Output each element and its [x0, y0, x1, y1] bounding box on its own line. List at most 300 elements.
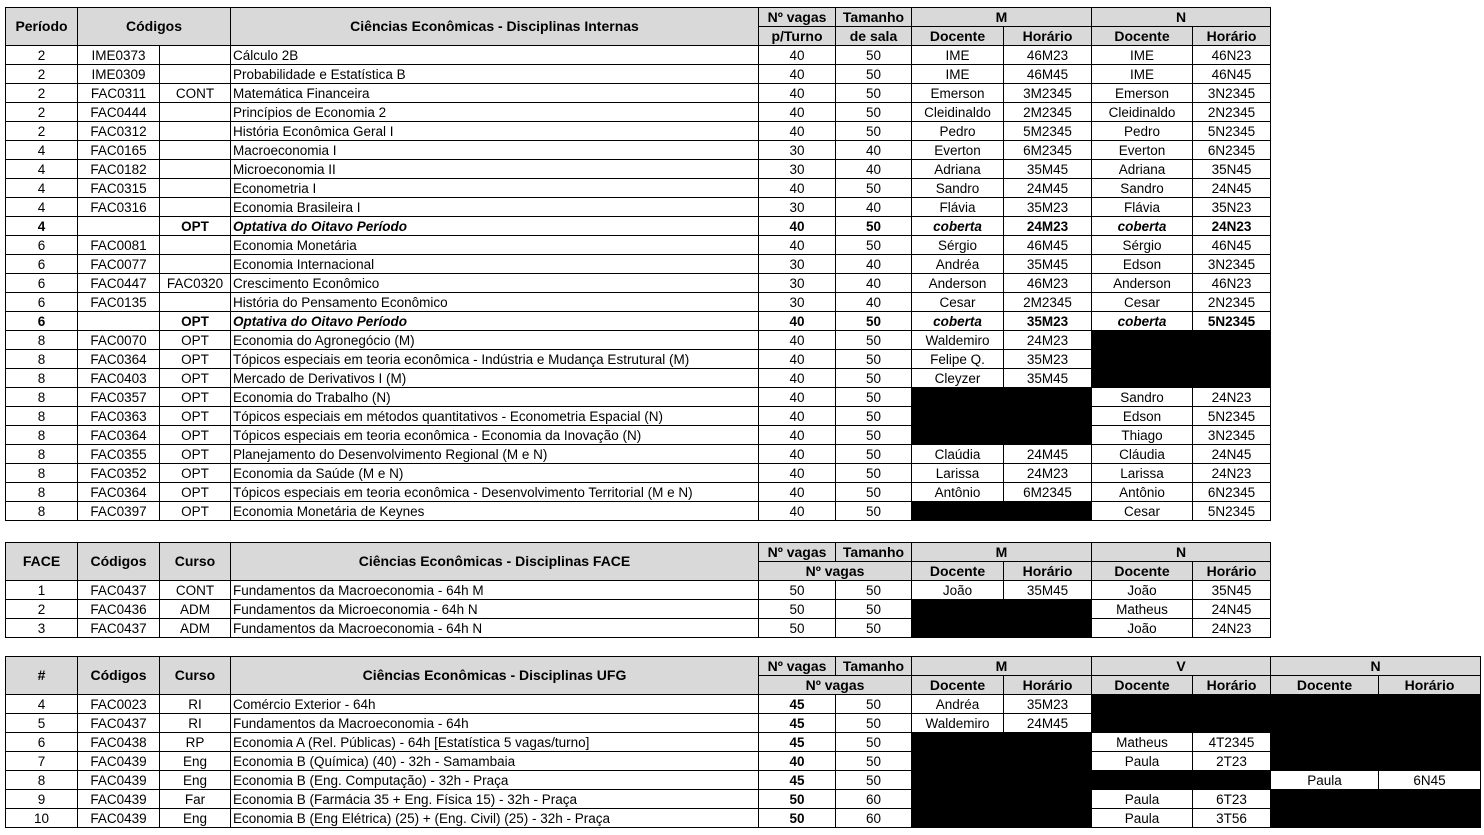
- header-turno-v: V: [1092, 657, 1271, 676]
- docente-n-cell: Edson: [1092, 255, 1193, 274]
- codigo-cell: FAC0438: [78, 733, 160, 752]
- vagas-cell: 45: [759, 695, 836, 714]
- periodo-cell: 6: [6, 255, 78, 274]
- codigo-cell: FAC0081: [78, 236, 160, 255]
- table-row: [6, 464, 1271, 483]
- header-docente-n: Docente: [1092, 27, 1193, 46]
- horario-m-cell: 35M45: [1004, 369, 1092, 388]
- horario-m-cell: 35M23: [1004, 695, 1092, 714]
- vagas-cell: 40: [759, 122, 836, 141]
- codigo-alt-cell: OPT: [160, 388, 231, 407]
- header-turno-m: M: [912, 543, 1092, 562]
- docente-n-cell: Edson: [1092, 407, 1193, 426]
- horario-m-cell: 35M45: [1004, 255, 1092, 274]
- blocked-cell-v: [1092, 695, 1271, 714]
- docente-m-cell: Anderson: [912, 274, 1004, 293]
- disciplina-name: Economia B (Eng Elétrica) (25) + (Eng. Civil) (25) - 32h - Praça: [231, 809, 759, 828]
- table-row: [6, 600, 1271, 619]
- header-periodo: Período: [6, 8, 78, 46]
- docente-n-cell: Cleidinaldo: [1092, 103, 1193, 122]
- periodo-cell: 8: [6, 502, 78, 521]
- tamanho-cell: 50: [836, 600, 912, 619]
- docente-m-cell: Larissa: [912, 464, 1004, 483]
- header-face: FACE: [6, 543, 78, 581]
- disciplina-name: Economia A (Rel. Públicas) - 64h [Estatística 5 vagas/turno]: [231, 733, 759, 752]
- vagas-cell: 30: [759, 160, 836, 179]
- table-row: [6, 369, 1271, 388]
- blocked-cell-m: [912, 407, 1092, 426]
- header-vagas: Nº vagas: [759, 543, 836, 562]
- disciplina-name: Econometria I: [231, 179, 759, 198]
- curso-cell: CONT: [160, 581, 231, 600]
- periodo-cell: 8: [6, 464, 78, 483]
- docente-v-cell: Paula: [1092, 752, 1193, 771]
- disciplinas-face-table: [5, 542, 1271, 638]
- horario-n-cell: 35N23: [1193, 198, 1271, 217]
- blocked-cell-m: [912, 502, 1092, 521]
- curso-cell: Far: [160, 790, 231, 809]
- docente-n-cell: Larissa: [1092, 464, 1193, 483]
- codigo-cell: FAC0352: [78, 464, 160, 483]
- tamanho-cell: 50: [836, 426, 912, 445]
- table-title: Ciências Econômicas - Disciplinas Internas: [231, 8, 759, 46]
- header-curso: Curso: [160, 657, 231, 695]
- periodo-cell: 2: [6, 46, 78, 65]
- horario-m-cell: 24M23: [1004, 217, 1092, 236]
- codigo-alt-cell: OPT: [160, 464, 231, 483]
- tamanho-cell: 50: [836, 103, 912, 122]
- blocked-cell-m: [912, 790, 1092, 809]
- periodo-cell: 6: [6, 293, 78, 312]
- vagas-cell: 40: [759, 312, 836, 331]
- codigo-cell: FAC0437: [78, 714, 160, 733]
- header-docente-m: Docente: [912, 676, 1004, 695]
- horario-m-cell: 24M45: [1004, 445, 1092, 464]
- horario-n-cell: 5N2345: [1193, 502, 1271, 521]
- curso-cell: Eng: [160, 809, 231, 828]
- blocked-cell-n: [1271, 752, 1481, 771]
- vagas-cell: 40: [759, 407, 836, 426]
- vagas-cell: 40: [759, 217, 836, 236]
- vagas-cell: 40: [759, 426, 836, 445]
- codigo-cell: FAC0437: [78, 619, 160, 638]
- horario-v-cell: 4T2345: [1193, 733, 1271, 752]
- vagas-cell: 30: [759, 255, 836, 274]
- header-horario-m: Horário: [1004, 27, 1092, 46]
- curso-cell: Eng: [160, 771, 231, 790]
- horario-v-cell: 3T56: [1193, 809, 1271, 828]
- codigo-cell: FAC0077: [78, 255, 160, 274]
- tamanho-cell: 50: [836, 350, 912, 369]
- docente-n-cell: Antônio: [1092, 483, 1193, 502]
- table-row: [6, 695, 1481, 714]
- disciplina-name: Fundamentos da Microeconomia - 64h N: [231, 600, 759, 619]
- periodo-cell: 8: [6, 445, 78, 464]
- horario-m-cell: 3M2345: [1004, 84, 1092, 103]
- disciplina-name: História Econômica Geral I: [231, 122, 759, 141]
- codigo-alt-cell: [160, 179, 231, 198]
- header-num: #: [6, 657, 78, 695]
- blocked-cell-n: [1092, 331, 1271, 350]
- blocked-cell-m: [912, 771, 1092, 790]
- table-row: [6, 84, 1271, 103]
- codigo-alt-cell: [160, 255, 231, 274]
- docente-m-cell: Antônio: [912, 483, 1004, 502]
- disciplina-name: Economia B (Química) (40) - 32h - Samambaia: [231, 752, 759, 771]
- face-cell: 1: [6, 581, 78, 600]
- disciplina-name: Economia Monetária de Keynes: [231, 502, 759, 521]
- table-row: [6, 619, 1271, 638]
- disciplina-name: Mercado de Derivativos I (M): [231, 369, 759, 388]
- vagas-cell: 50: [759, 581, 836, 600]
- docente-m-cell: Adriana: [912, 160, 1004, 179]
- docente-n-cell: Adriana: [1092, 160, 1193, 179]
- periodo-cell: 6: [6, 274, 78, 293]
- tamanho-cell: 50: [836, 312, 912, 331]
- vagas-cell: 50: [759, 600, 836, 619]
- tamanho-cell: 60: [836, 809, 912, 828]
- docente-n-cell: Matheus: [1092, 600, 1193, 619]
- docente-m-cell: Pedro: [912, 122, 1004, 141]
- header-turno-m: M: [912, 8, 1092, 27]
- header-horario-n: Horário: [1379, 676, 1481, 695]
- codigo-alt-cell: [160, 141, 231, 160]
- disciplinas-internas-table: [5, 7, 1271, 521]
- disciplinas-ufg-table: [5, 656, 1481, 828]
- codigo-cell: FAC0439: [78, 752, 160, 771]
- disciplina-name: Probabilidade e Estatística B: [231, 65, 759, 84]
- docente-m-cell: coberta: [912, 312, 1004, 331]
- header-turno-n: N: [1271, 657, 1481, 676]
- header-docente-m: Docente: [912, 27, 1004, 46]
- horario-n-cell: 5N2345: [1193, 122, 1271, 141]
- codigo-cell: FAC0437: [78, 581, 160, 600]
- table-row: [6, 312, 1271, 331]
- docente-m-cell: Waldemiro: [912, 331, 1004, 350]
- blocked-cell-m: [912, 388, 1092, 407]
- disciplina-name: Fundamentos da Macroeconomia - 64h M: [231, 581, 759, 600]
- blocked-cell-n: [1092, 350, 1271, 369]
- periodo-cell: 6: [6, 312, 78, 331]
- horario-n-cell: 24N23: [1193, 464, 1271, 483]
- docente-n-cell: Sandro: [1092, 388, 1193, 407]
- codigo-alt-cell: OPT: [160, 426, 231, 445]
- curso-cell: ADM: [160, 600, 231, 619]
- codigo-cell: FAC0436: [78, 600, 160, 619]
- vagas-cell: 40: [759, 483, 836, 502]
- docente-m-cell: Emerson: [912, 84, 1004, 103]
- vagas-cell: 40: [759, 502, 836, 521]
- vagas-cell: 30: [759, 198, 836, 217]
- docente-v-cell: Paula: [1092, 809, 1193, 828]
- blocked-cell-m: [912, 752, 1092, 771]
- docente-m-cell: Flávia: [912, 198, 1004, 217]
- docente-n-cell: Paula: [1271, 771, 1379, 790]
- tamanho-cell: 40: [836, 293, 912, 312]
- docente-m-cell: IME: [912, 46, 1004, 65]
- horario-m-cell: 24M45: [1004, 179, 1092, 198]
- blocked-cell-n: [1271, 714, 1481, 733]
- horario-m-cell: 2M2345: [1004, 103, 1092, 122]
- horario-n-cell: 24N23: [1193, 388, 1271, 407]
- codigo-cell: FAC0165: [78, 141, 160, 160]
- periodo-cell: 8: [6, 369, 78, 388]
- disciplina-name: Economia do Agronegócio (M): [231, 331, 759, 350]
- horario-n-cell: 2N2345: [1193, 293, 1271, 312]
- vagas-cell: 40: [759, 84, 836, 103]
- codigo-alt-cell: [160, 65, 231, 84]
- codigo-alt-cell: OPT: [160, 369, 231, 388]
- horario-m-cell: 35M23: [1004, 312, 1092, 331]
- disciplina-name: Economia Internacional: [231, 255, 759, 274]
- table-row: [6, 581, 1271, 600]
- docente-v-cell: Matheus: [1092, 733, 1193, 752]
- header-tamanho: Tamanho: [836, 8, 912, 27]
- horario-m-cell: 46M23: [1004, 274, 1092, 293]
- periodo-cell: 8: [6, 331, 78, 350]
- disciplina-name: Economia do Trabalho (N): [231, 388, 759, 407]
- disciplina-name: Tópicos especiais em métodos quantitativos - Econometria Espacial (N): [231, 407, 759, 426]
- horario-m-cell: 46M23: [1004, 46, 1092, 65]
- codigo-cell: FAC0364: [78, 350, 160, 369]
- vagas-cell: 45: [759, 733, 836, 752]
- vagas-cell: 30: [759, 293, 836, 312]
- horario-n-cell: 46N23: [1193, 274, 1271, 293]
- vagas-cell: 30: [759, 274, 836, 293]
- table-row: [6, 274, 1271, 293]
- codigo-cell: FAC0182: [78, 160, 160, 179]
- tamanho-cell: 60: [836, 790, 912, 809]
- disciplina-name: Comércio Exterior - 64h: [231, 695, 759, 714]
- tamanho-cell: 50: [836, 714, 912, 733]
- docente-m-cell: Cesar: [912, 293, 1004, 312]
- codigo-cell: [78, 312, 160, 331]
- horario-n-cell: 46N45: [1193, 236, 1271, 255]
- docente-n-cell: Cesar: [1092, 293, 1193, 312]
- periodo-cell: 8: [6, 388, 78, 407]
- curso-cell: RI: [160, 695, 231, 714]
- horario-m-cell: 35M23: [1004, 350, 1092, 369]
- table-row: [6, 103, 1271, 122]
- docente-n-cell: Everton: [1092, 141, 1193, 160]
- table-row: [6, 217, 1271, 236]
- codigo-cell: FAC0312: [78, 122, 160, 141]
- tamanho-cell: 50: [836, 771, 912, 790]
- table-row: [6, 331, 1271, 350]
- horario-m-cell: 6M2345: [1004, 483, 1092, 502]
- periodo-cell: 4: [6, 217, 78, 236]
- codigo-cell: FAC0316: [78, 198, 160, 217]
- disciplina-name: História do Pensamento Econômico: [231, 293, 759, 312]
- periodo-cell: 4: [6, 141, 78, 160]
- tamanho-cell: 50: [836, 464, 912, 483]
- vagas-cell: 45: [759, 771, 836, 790]
- tamanho-cell: 50: [836, 179, 912, 198]
- horario-m-cell: 6M2345: [1004, 141, 1092, 160]
- header-vagas-2: Nº vagas: [759, 676, 912, 695]
- blocked-cell-v: [1092, 771, 1271, 790]
- table-row: [6, 141, 1271, 160]
- docente-n-cell: IME: [1092, 65, 1193, 84]
- table-row: [6, 160, 1271, 179]
- blocked-cell-m: [912, 619, 1092, 638]
- periodo-cell: 2: [6, 65, 78, 84]
- vagas-cell: 40: [759, 103, 836, 122]
- horario-m-cell: 46M45: [1004, 236, 1092, 255]
- header-tamanho: Tamanho: [836, 543, 912, 562]
- codigo-alt-cell: [160, 46, 231, 65]
- periodo-cell: 8: [6, 426, 78, 445]
- table-row: [6, 445, 1271, 464]
- tamanho-cell: 50: [836, 46, 912, 65]
- docente-n-cell: João: [1092, 581, 1193, 600]
- header-codigos: Códigos: [78, 657, 160, 695]
- table-row: [6, 502, 1271, 521]
- vagas-cell: 40: [759, 445, 836, 464]
- disciplinas-ufg-rows: [6, 695, 1481, 828]
- disciplina-name: Economia B (Farmácia 35 + Eng. Física 15) - 32h - Praça: [231, 790, 759, 809]
- disciplina-name: Fundamentos da Macroeconomia - 64h: [231, 714, 759, 733]
- horario-n-cell: 6N45: [1379, 771, 1481, 790]
- tamanho-cell: 40: [836, 198, 912, 217]
- docente-m-cell: Sérgio: [912, 236, 1004, 255]
- num-cell: 10: [6, 809, 78, 828]
- horario-n-cell: 5N2345: [1193, 312, 1271, 331]
- face-cell: 3: [6, 619, 78, 638]
- disciplina-name: Planejamento do Desenvolvimento Regional (M e N): [231, 445, 759, 464]
- table-row: [6, 809, 1481, 828]
- disciplina-name: Princípios de Economia 2: [231, 103, 759, 122]
- docente-m-cell: Felipe Q.: [912, 350, 1004, 369]
- codigo-cell: FAC0439: [78, 790, 160, 809]
- vagas-cell: 40: [759, 388, 836, 407]
- tamanho-cell: 50: [836, 388, 912, 407]
- tamanho-cell: 50: [836, 581, 912, 600]
- docente-n-cell: Anderson: [1092, 274, 1193, 293]
- vagas-cell: 40: [759, 350, 836, 369]
- codigo-cell: IME0309: [78, 65, 160, 84]
- periodo-cell: 8: [6, 350, 78, 369]
- table-row: [6, 122, 1271, 141]
- header-vagas: Nº vagas: [759, 8, 836, 27]
- table-row: [6, 407, 1271, 426]
- vagas-cell: 50: [759, 790, 836, 809]
- horario-n-cell: 3N2345: [1193, 426, 1271, 445]
- curso-cell: ADM: [160, 619, 231, 638]
- codigo-alt-cell: [160, 293, 231, 312]
- disciplina-name: Tópicos especiais em teoria econômica - Desenvolvimento Territorial (M e N): [231, 483, 759, 502]
- horario-n-cell: 24N45: [1193, 445, 1271, 464]
- table-row: [6, 426, 1271, 445]
- table-row: [6, 179, 1271, 198]
- table-row: [6, 255, 1271, 274]
- codigo-alt-cell: FAC0320: [160, 274, 231, 293]
- disciplina-name: Tópicos especiais em teoria econômica - Indústria e Mudança Estrutural (M): [231, 350, 759, 369]
- docente-m-cell: Waldemiro: [912, 714, 1004, 733]
- docente-n-cell: Emerson: [1092, 84, 1193, 103]
- docente-m-cell: Sandro: [912, 179, 1004, 198]
- codigo-alt-cell: OPT: [160, 407, 231, 426]
- docente-m-cell: João: [912, 581, 1004, 600]
- disciplina-name: Economia B (Eng. Computação) - 32h - Praça: [231, 771, 759, 790]
- vagas-cell: 50: [759, 809, 836, 828]
- docente-v-cell: Paula: [1092, 790, 1193, 809]
- codigo-alt-cell: OPT: [160, 217, 231, 236]
- docente-m-cell: Andréa: [912, 695, 1004, 714]
- horario-m-cell: 24M23: [1004, 331, 1092, 350]
- vagas-cell: 50: [759, 619, 836, 638]
- vagas-cell: 40: [759, 179, 836, 198]
- horario-n-cell: 6N2345: [1193, 483, 1271, 502]
- periodo-cell: 6: [6, 236, 78, 255]
- docente-m-cell: Cleidinaldo: [912, 103, 1004, 122]
- horario-n-cell: 46N23: [1193, 46, 1271, 65]
- horario-m-cell: 24M23: [1004, 464, 1092, 483]
- vagas-cell: 40: [759, 236, 836, 255]
- disciplina-name: Optativa do Oitavo Período: [231, 312, 759, 331]
- blocked-cell-m: [912, 733, 1092, 752]
- num-cell: 6: [6, 733, 78, 752]
- periodo-cell: 8: [6, 483, 78, 502]
- tamanho-cell: 40: [836, 274, 912, 293]
- table-row: [6, 388, 1271, 407]
- docente-m-cell: coberta: [912, 217, 1004, 236]
- curso-cell: RI: [160, 714, 231, 733]
- horario-n-cell: 24N45: [1193, 600, 1271, 619]
- codigo-cell: FAC0447: [78, 274, 160, 293]
- header-horario-m: Horário: [1004, 676, 1092, 695]
- codigo-cell: FAC0397: [78, 502, 160, 521]
- docente-n-cell: Flávia: [1092, 198, 1193, 217]
- docente-n-cell: coberta: [1092, 312, 1193, 331]
- codigo-cell: FAC0364: [78, 426, 160, 445]
- docente-m-cell: Claúdia: [912, 445, 1004, 464]
- table-row: [6, 293, 1271, 312]
- disciplina-name: Fundamentos da Macroeconomia - 64h N: [231, 619, 759, 638]
- periodo-cell: 4: [6, 179, 78, 198]
- tamanho-cell: 50: [836, 619, 912, 638]
- codigo-alt-cell: OPT: [160, 502, 231, 521]
- table-row: [6, 771, 1481, 790]
- table-row: [6, 483, 1271, 502]
- codigo-cell: FAC0444: [78, 103, 160, 122]
- header-turno-n: N: [1092, 543, 1271, 562]
- vagas-cell: 30: [759, 141, 836, 160]
- table-title: Ciências Econômicas - Disciplinas FACE: [231, 543, 759, 581]
- codigo-alt-cell: OPT: [160, 483, 231, 502]
- header-vagas: Nº vagas: [759, 657, 836, 676]
- docente-n-cell: Thiago: [1092, 426, 1193, 445]
- blocked-cell-n: [1092, 369, 1271, 388]
- docente-n-cell: Sérgio: [1092, 236, 1193, 255]
- vagas-cell: 40: [759, 464, 836, 483]
- codigo-cell: FAC0439: [78, 771, 160, 790]
- tamanho-cell: 50: [836, 483, 912, 502]
- table-row: [6, 350, 1271, 369]
- header-tamanho-sala: de sala: [836, 27, 912, 46]
- horario-n-cell: 24N23: [1193, 217, 1271, 236]
- header-horario-v: Horário: [1193, 676, 1271, 695]
- codigo-cell: FAC0355: [78, 445, 160, 464]
- blocked-cell-m: [912, 600, 1092, 619]
- docente-m-cell: Everton: [912, 141, 1004, 160]
- num-cell: 4: [6, 695, 78, 714]
- horario-n-cell: 3N2345: [1193, 255, 1271, 274]
- vagas-cell: 40: [759, 369, 836, 388]
- disciplina-name: Matemática Financeira: [231, 84, 759, 103]
- tamanho-cell: 50: [836, 122, 912, 141]
- docente-n-cell: coberta: [1092, 217, 1193, 236]
